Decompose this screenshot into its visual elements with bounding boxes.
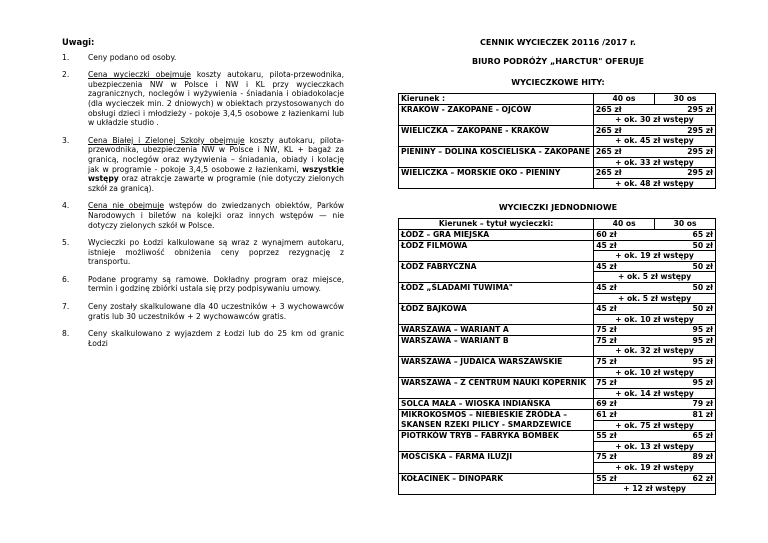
day-trip-prices — [594, 410, 716, 431]
day-trip-destination: KOŁACINEK – DINOPARK — [399, 473, 594, 494]
hits-header-row — [399, 94, 716, 105]
note-item — [62, 238, 344, 267]
notes-column — [62, 38, 344, 356]
day-trip-entry-fees: + ok. 13 zł wstępy — [594, 441, 715, 452]
day-trip-destination: SOLCA MAŁA – WIOSKA INDIAŃSKA — [399, 399, 594, 410]
day-trip-price-30: 62 zł — [692, 473, 713, 483]
hit-price-40: 265 zł — [595, 125, 622, 135]
day-trip-row — [399, 378, 716, 399]
day-trip-price-40: 55 zł — [596, 431, 617, 441]
note-text — [88, 53, 344, 63]
day-trip-prices — [594, 229, 716, 240]
hit-price-40: 265 zł — [595, 168, 622, 178]
note-text-part: Cena nie obejmuje — [88, 201, 165, 211]
hit-price-30: 295 zł — [687, 146, 713, 156]
note-number: 4. — [62, 201, 70, 211]
note-number: 8. — [62, 329, 70, 339]
note-item — [62, 201, 344, 230]
day-trip-row — [399, 452, 716, 473]
note-text-part: koszty autokaru, pilota-przewodnika, ubezpieczenia NW w Polsce i NW i KL przy wycieczkach zagranicznych, noclegów i wyżywienia - śniadania i obiadokolacje (dla wycieczek min. 2 dniowych) w obiektach przystosowanych do obsługi dzieci i młodzieży - pokoje 3,4,5 osobowe z łazienkami lub w układzie studio . — [88, 70, 344, 128]
day-trip-price-30: 50 zł — [692, 240, 713, 250]
day-trip-prices — [594, 240, 716, 261]
note-text-part: wstępów do zwiedzanych obiektów, Parków Narodowych i biletów na kolejki oraz innych wstępów — nie dotyczy zielonych szkół w Polsce. — [88, 201, 344, 230]
day-header-name: Kierunek – tytuł wycieczki: — [399, 219, 594, 230]
day-trip-price-30: 79 zł — [692, 399, 713, 409]
note-text-part: Podane programy są ramowe. Dokładny program oraz miejsce, termin i godzinę zbiórki ustala się przy podpisywaniu umowy. — [88, 274, 344, 294]
note-text-part: koszty autokaru, pilota-przewodnika, ubezpieczenia NW w Polsce i NW, KL + bagaż za granicą, noclegów oraz wyżywienia – śniadania, obiady i kolację jak w programie - pokoje 3,4,5 osobowe z łazienkami, — [88, 135, 345, 174]
day-trips-table — [398, 218, 716, 494]
hit-destination: WIELICZKA – MORSKIE OKO - PIENINY — [399, 168, 594, 189]
day-trip-destination: WARSZAWA – Z CENTRUM NAUKI KOPERNIK — [399, 378, 594, 399]
hits-title: WYCIECZKOWE HITY: — [511, 78, 605, 87]
day-trip-destination: MIKROKOSMOS – NIEBIESKIE ŹRÓDŁA – SKANSEN RZEKI PILICY - SMARDZEWICE — [399, 410, 594, 431]
day-trip-price-40: 45 zł — [596, 240, 617, 250]
note-text — [88, 136, 344, 194]
day-trip-price-30: 50 zł — [692, 304, 713, 314]
note-item — [62, 302, 344, 321]
note-text — [88, 201, 344, 230]
day-trip-price-40: 60 zł — [596, 229, 617, 239]
day-trip-entry-fees: + ok. 75 zł wstępy — [594, 420, 715, 431]
day-trip-price-40: 75 zł — [596, 452, 617, 462]
day-header-30: 30 os — [655, 219, 716, 230]
note-number: 1. — [62, 52, 70, 62]
hit-price-40: 265 zł — [595, 104, 622, 114]
day-trip-entry-fees: + 12 zł wstępy — [594, 483, 715, 494]
day-trip-price-40: 45 zł — [596, 304, 617, 314]
day-trip-destination: ŁÓDŹ FILMOWA — [399, 240, 594, 261]
day-trip-entry-fees: + ok. 19 zł wstępy — [594, 250, 715, 261]
day-trip-prices — [594, 304, 716, 325]
day-trips-title: WYCIECZKI JEDNODNIOWE — [498, 203, 618, 213]
day-trip-prices — [594, 452, 716, 473]
day-trip-destination: WARSZAWA – WARIANT A — [399, 325, 594, 336]
note-number: 7. — [62, 302, 70, 312]
hit-prices — [593, 168, 715, 189]
day-trip-entry-fees: + ok. 10 zł wstępy — [594, 314, 715, 325]
day-trip-price-30: 95 zł — [692, 378, 713, 388]
hit-price-30: 295 zł — [687, 104, 713, 114]
hit-entry-fees: + ok. 30 zł wstępy — [594, 114, 715, 125]
note-text-part: Ceny podano od osoby. — [88, 52, 177, 62]
day-trip-prices — [594, 261, 716, 282]
price-list-column — [398, 38, 718, 495]
day-trip-price-30: 65 zł — [692, 229, 713, 239]
hit-entry-fees: + ok. 48 zł wstępy — [594, 178, 715, 189]
note-text-part: Ceny skalkulowano z wyjazdem z Łodzi lub do 25 km od granic Łodzi — [88, 329, 344, 348]
day-trip-row — [399, 335, 716, 356]
hit-destination: WIELICZKA – ZAKOPANE - KRAKÓW — [399, 125, 594, 146]
hit-entry-fees: + ok. 45 zł wstępy — [594, 135, 715, 146]
day-trip-row — [399, 282, 716, 303]
day-trip-price-40: 75 zł — [596, 378, 617, 388]
day-trip-price-30: 95 zł — [692, 357, 713, 367]
day-trip-row — [399, 431, 716, 452]
day-header-row — [399, 219, 716, 230]
day-trip-row — [399, 261, 716, 282]
day-trip-prices — [594, 357, 716, 378]
day-trip-prices — [594, 473, 716, 494]
note-number: 3. — [62, 135, 70, 145]
note-item — [62, 329, 344, 348]
day-trip-row — [399, 399, 716, 410]
day-trip-entry-fees: + ok. 5 zł wstępy — [594, 293, 715, 304]
notes-list — [62, 53, 344, 349]
hit-prices — [593, 125, 715, 146]
day-trip-destination: ŁÓDŹ BAJKOWA — [399, 304, 594, 325]
day-trip-destination: WARSZAWA – WARIANT B — [399, 335, 594, 356]
day-trip-row — [399, 229, 716, 240]
day-trip-row — [399, 410, 716, 431]
notes-title: Uwagi: — [62, 37, 95, 47]
note-text-part: Cena Białej i Zielonej Szkoły obejmuje — [88, 135, 245, 145]
agency-subtitle: BIURO PODRÓŻY „HARCTUR" OFERUJE — [471, 57, 645, 66]
day-trip-destination: ŁÓDŹ – GRA MIEJSKA — [399, 229, 594, 240]
day-trip-price-40: 61 zł — [596, 410, 617, 420]
day-trip-price-40: 75 zł — [596, 335, 617, 345]
hits-header-30: 30 os — [654, 94, 715, 105]
hit-prices — [593, 104, 715, 125]
hit-row — [399, 168, 716, 189]
day-trip-prices — [594, 378, 716, 399]
day-trip-prices — [594, 335, 716, 356]
day-trip-price-40: 69 zł — [596, 399, 617, 409]
day-trip-price-30: 65 zł — [692, 431, 713, 441]
day-trip-price-30: 95 zł — [692, 325, 713, 335]
day-trip-row — [399, 357, 716, 378]
note-text — [88, 275, 344, 294]
price-list-title: CENNIK WYCIECZEK 20116 /2017 r. — [480, 38, 636, 47]
day-trip-row — [399, 473, 716, 494]
note-text-part: Ceny zostały skalkulowane dla 40 uczestników + 3 wychowawców gratis lub 30 uczestników + 2 wychowawców gratis. — [88, 302, 344, 321]
hit-prices — [593, 146, 715, 167]
day-header-40: 40 os — [594, 219, 655, 230]
note-text — [88, 238, 344, 267]
hit-destination: PIENINY – DOLINA KOSCIELISKA - ZAKOPANE — [399, 146, 594, 167]
day-trip-price-40: 55 zł — [596, 473, 617, 483]
day-trip-prices — [594, 282, 716, 303]
note-text — [88, 302, 344, 321]
note-text-part: wszystkie wstępy — [88, 164, 344, 184]
hit-row — [399, 104, 716, 125]
note-item — [62, 53, 344, 63]
note-number: 6. — [62, 274, 70, 284]
note-text-part: oraz atrakcje zawarte w programie (nie dotyczy zielonych szkół za granicą). — [88, 174, 344, 193]
hit-price-30: 295 zł — [687, 168, 713, 178]
note-text-part: Cena wycieczki obejmuje — [88, 70, 191, 80]
day-trip-destination: MOŚCISKA – FARMA ILUZJI — [399, 452, 594, 473]
day-trip-destination: PIOTRKÓW TRYB – FABRYKA BOMBEK — [399, 431, 594, 452]
day-trip-entry-fees: + ok. 5 zł wstępy — [594, 271, 715, 282]
day-trip-destination: WARSZAWA – JUDAICA WARSZAWSKIE — [399, 357, 594, 378]
hits-table — [398, 93, 716, 189]
note-item — [62, 136, 344, 194]
hit-destination: KRAKÓW - ZAKOPANE - OJCÓW — [399, 104, 594, 125]
day-trip-price-40: 45 zł — [596, 261, 617, 271]
day-trip-destination: ŁÓDŹ „ŚLADAMI TUWIMA" — [399, 282, 594, 303]
day-trip-entry-fees: + ok. 10 zł wstępy — [594, 367, 715, 378]
hit-row — [399, 125, 716, 146]
day-trip-prices — [594, 325, 716, 336]
note-text-part: Wycieczki po Łodzi kalkulowane są wraz z wynajmem autokaru, istnieje możliwość obniżenia ceny poprzez rezygnację z transportu. — [88, 238, 344, 267]
note-item — [62, 70, 344, 128]
hit-entry-fees: + ok. 33 zł wstępy — [594, 157, 715, 168]
note-number: 2. — [62, 70, 70, 80]
day-trip-entry-fees: + ok. 14 zł wstępy — [594, 388, 715, 399]
day-trip-price-40: 75 zł — [596, 325, 617, 335]
day-trip-price-30: 50 zł — [692, 282, 713, 292]
note-number: 5. — [62, 238, 70, 248]
hit-price-30: 295 zł — [687, 125, 713, 135]
hit-price-40: 265 zł — [595, 146, 622, 156]
day-trip-entry-fees: + ok. 19 zł wstępy — [594, 462, 715, 473]
day-trip-row — [399, 240, 716, 261]
hit-row — [399, 146, 716, 167]
hits-header-name: Kierunek : — [399, 94, 594, 105]
day-trip-row — [399, 304, 716, 325]
day-trip-price-40: 75 zł — [596, 357, 617, 367]
note-text — [88, 329, 344, 348]
day-trip-destination: ŁÓDŹ FABRYCZNA — [399, 261, 594, 282]
note-item — [62, 275, 344, 294]
day-trip-price-30: 89 zł — [692, 452, 713, 462]
day-trip-price-40: 45 zł — [596, 282, 617, 292]
day-trip-price-30: 81 zł — [692, 410, 713, 420]
day-trip-prices — [594, 431, 716, 452]
day-trip-prices — [594, 399, 716, 410]
note-text — [88, 70, 344, 128]
day-trip-price-30: 50 zł — [692, 261, 713, 271]
hits-header-40: 40 os — [593, 94, 654, 105]
day-trip-entry-fees: + ok. 32 zł wstępy — [594, 345, 715, 356]
day-trip-price-30: 95 zł — [692, 335, 713, 345]
day-trip-row — [399, 325, 716, 336]
